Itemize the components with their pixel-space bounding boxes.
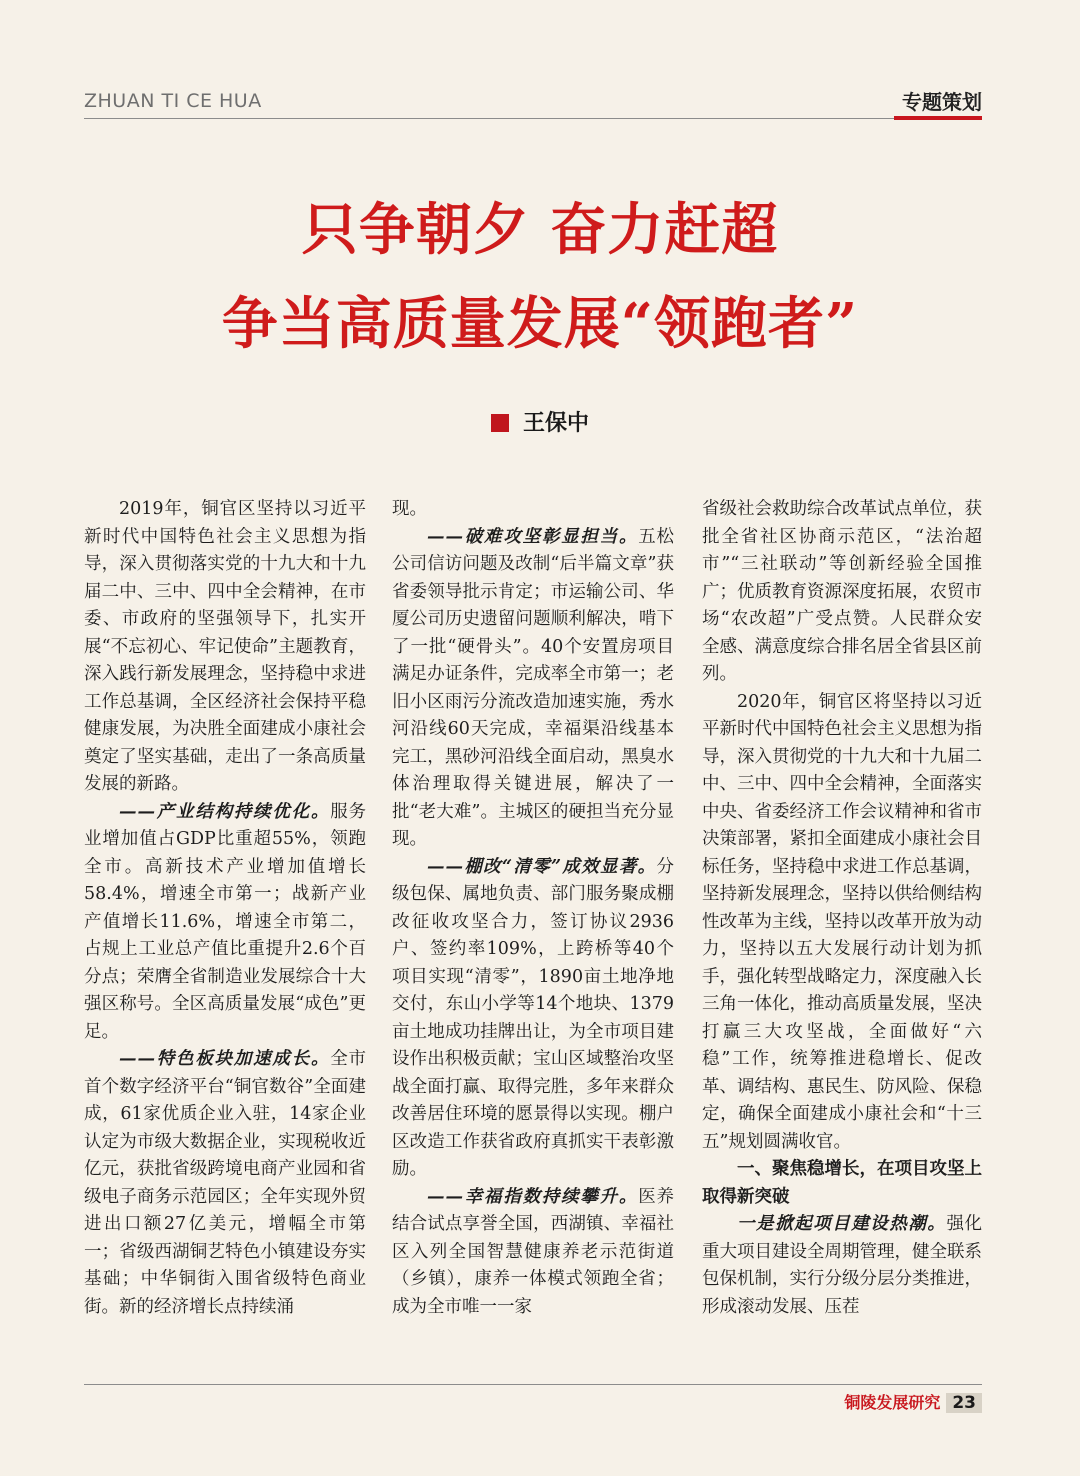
- page-number: 23: [946, 1393, 982, 1413]
- paragraph-lead: ——棚改“清零”成效显著。: [427, 856, 657, 877]
- paragraph-lead: ——特色板块加速成长。: [119, 1049, 331, 1069]
- paragraph: [84, 799, 366, 1047]
- paragraph-body: 全市首个数字经济平台“铜官数谷”全面建成，61家优质企业入驻，14家企业认定为市级大数据企业，实现税收近亿元，获批省级跨境电商产业园和省级电子商务示范园区；全年实现外贸进出口额27亿美元，增幅全市第一；省级西湖铜艺特色小镇建设夯实基础；中华铜街入围省级特色商业街。新的经济增长点持续涌: [84, 1049, 366, 1317]
- section-pinyin: ZHUAN TI CE HUA: [84, 90, 262, 112]
- page-footer: [844, 1390, 982, 1413]
- author-name: 王保中: [522, 411, 589, 436]
- paragraph: 现。: [392, 499, 427, 519]
- section-heading: 一、聚焦稳增长，在项目攻坚上取得新突破: [702, 1159, 982, 1207]
- paragraph-body: 分级包保、属地负责、部门服务聚成棚改征收攻坚合力，签订协议2936户、签约率109%，上跨桥等40个项目实现“清零”，1890亩土地净地交付，东山小学等14个地块、1379亩土地成功挂牌出让，为全市项目建设作出积极贡献；宝山区域整治攻坚战全面打赢、取得完胜，多年来群众改善居住环境的愿景得以实现。棚户区改造工作获省政府真抓实干表彰激励。: [392, 856, 674, 1179]
- paragraph: 2019年，铜官区坚持以习近平新时代中国特色社会主义思想为指导，深入贯彻落实党的十九大和十九届二中、三中、四中全会精神，在市委、市政府的坚强领导下，扎实开展“不忘初心、牢记使命”主题教育，深入践行新发展理念，坚持稳中求进工作总基调，全区经济社会保持平稳健康发展，为决胜全面建成小康社会奠定了坚实基础，走出了一条高质量发展的新路。: [84, 499, 366, 794]
- header-rule: [84, 118, 982, 119]
- paragraph: 2020年，铜官区将坚持以习近平新时代中国特色社会主义思想为指导，深入贯彻党的十九大和十九届二中、三中、四中全会精神，全面落实中央、省委经济工作会议精神和省市决策部署，紧扣全面建成小康社会目标任务，坚持稳中求进工作总基调，坚持新发展理念，坚持以供给侧结构性改革为主线，坚持以改革开放为动力，坚持以五大发展行动计划为抓手，强化转型战略定力，深度融入长三角一体化，推动高质量发展，坚决打赢三大攻坚战，全面做好“六稳”工作，统筹推进稳增长、促改革、调结构、惠民生、防风险、保稳定，确保全面建成小康社会和“十三五”规划圆满收官。: [702, 691, 982, 1152]
- paragraph-body: 服务业增加值占GDP比重超55%，领跑全市。高新技术产业增加值增长58.4%，增速全市第一；战新产业产值增长11.6%，增速全市第二，占规上工业总产值比重提升2.6个百分点；荣膺全省制造业发展综合十大强区称号。全区高质量发展“成色”更足。: [84, 801, 366, 1042]
- paragraph-lead: 一是掀起项目建设热潮。: [737, 1214, 947, 1234]
- author-byline: [0, 406, 1080, 437]
- paragraph: 省级社会救助综合改革试点单位，获批全省社区协商示范区，“法治超市”“三社联动”等创新经验全国推广；优质教育资源深度拓展，农贸市场“农改超”广受点赞。人民群众安全感、满意度综合排名居全省县区前列。: [702, 499, 982, 684]
- section-title: 专题策划: [902, 90, 982, 114]
- footer-rule: [84, 1384, 982, 1385]
- paragraph: [702, 1211, 982, 1321]
- article-title-line1: 只争朝夕 奋力赶超: [301, 197, 779, 263]
- paragraph-lead: ——产业结构持续优化。: [119, 801, 331, 822]
- paragraph-lead: ——破难攻坚彰显担当。: [427, 526, 639, 547]
- article-title-line2: 争当高质量发展“领跑者”: [221, 291, 859, 357]
- paragraph-body: 强化重大项目建设全周期管理，健全联系包保机制，实行分级分层分类推进，形成滚动发展、压茬: [702, 1214, 982, 1317]
- journal-name: 铜陵发展研究: [844, 1393, 941, 1412]
- text-column-2: [392, 496, 674, 1374]
- text-column-1: [84, 496, 366, 1374]
- paragraph-lead: ——幸福指数持续攀升。: [427, 1186, 639, 1207]
- paragraph: [392, 524, 674, 854]
- paragraph-body: 五松公司信访问题及改制“后半篇文章”获省委领导批示肯定；市运输公司、华厦公司历史遗留问题顺利解决，啃下了一批“硬骨头”。40个安置房项目满足办证条件，完成率全市第一；老旧小区雨污分流改造加速实施，秀水河沿线60天完成，幸福渠沿线基本完工，黑砂河沿线全面启动，黑臭水体治理取得关键进展，解决了一批“老大难”。主城区的硬担当充分显现。: [392, 526, 674, 849]
- paragraph: [84, 1046, 366, 1321]
- paragraph-body: 医养结合试点享誉全国，西湖镇、幸福社区入列全国智慧健康养老示范街道（乡镇），康养一体模式领跑全省；成为全市唯一一家: [392, 1186, 674, 1317]
- text-column-3: [702, 496, 982, 1374]
- paragraph: [392, 854, 674, 1184]
- paragraph: [392, 1184, 674, 1322]
- header-accent-bar: [894, 116, 982, 120]
- page-header: [84, 86, 982, 120]
- byline-square-icon: [491, 414, 509, 432]
